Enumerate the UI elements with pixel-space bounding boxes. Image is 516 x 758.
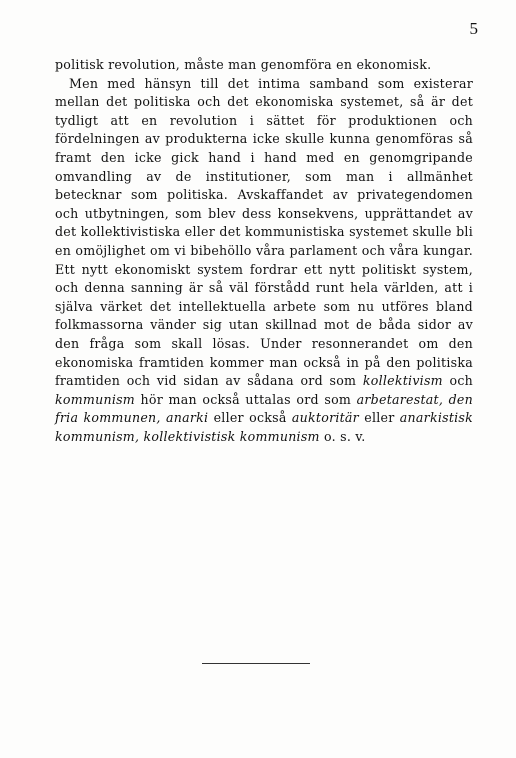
section-divider [202, 663, 310, 664]
italic-term: anarkistisk kommunism, kollektivistisk kommunism [55, 410, 473, 444]
text-run: o. s. v. [319, 428, 366, 444]
paragraph-main [55, 75, 473, 447]
text-run: eller också [208, 410, 292, 426]
text-run: och [442, 373, 473, 389]
text-run: Men med hänsyn till det intima samband som existerar mellan det politiska och det ekonomiska systemet, så är det tydligt att en revolution i sättet för produktionen och fördelningen av produkterna icke skulle kunna genomföras så framt den icke gick hand i hand med en genomgripande omvandling av de institutioner, som man i allmänhet betecknar som politiska. Avskaffandet av privategendomen och utbytningen, som blev dess konsekvens, upprättandet av det kollektivistiska eller det kommunistiska systemet skulle bli en omöjlighet om vi bibehöllo våra parlament och våra kungar. Ett nytt ekonomiskt system fordrar ett nytt politiskt system, och denna sanning är så väl förstådd runt hela världen, att i själva värket det intellektuella arbete som nu utföres bland folkmassorna vänder sig utan skillnad mot de båda sidor av den fråga som skall lösas. Under resonnerandet om den ekonomiska framtiden kommer man också in på den politiska framtiden och vid sidan av sådana ord som [55, 75, 473, 389]
italic-term: kommunism [55, 391, 136, 407]
body-text [55, 56, 473, 446]
italic-term: kollektivism [362, 373, 443, 389]
page-number: 5 [469, 19, 478, 38]
text-run: eller [358, 410, 400, 426]
italic-term: auktoritär [291, 410, 359, 426]
paragraph-continuation [55, 56, 473, 75]
italic-term: arbetarestat, den fria kommunen, anarki [55, 391, 473, 426]
text-run: hör man också uttalas ord som [135, 391, 357, 407]
text-run: politisk revolution, måste man genomföra en ekonomisk. [55, 57, 432, 72]
